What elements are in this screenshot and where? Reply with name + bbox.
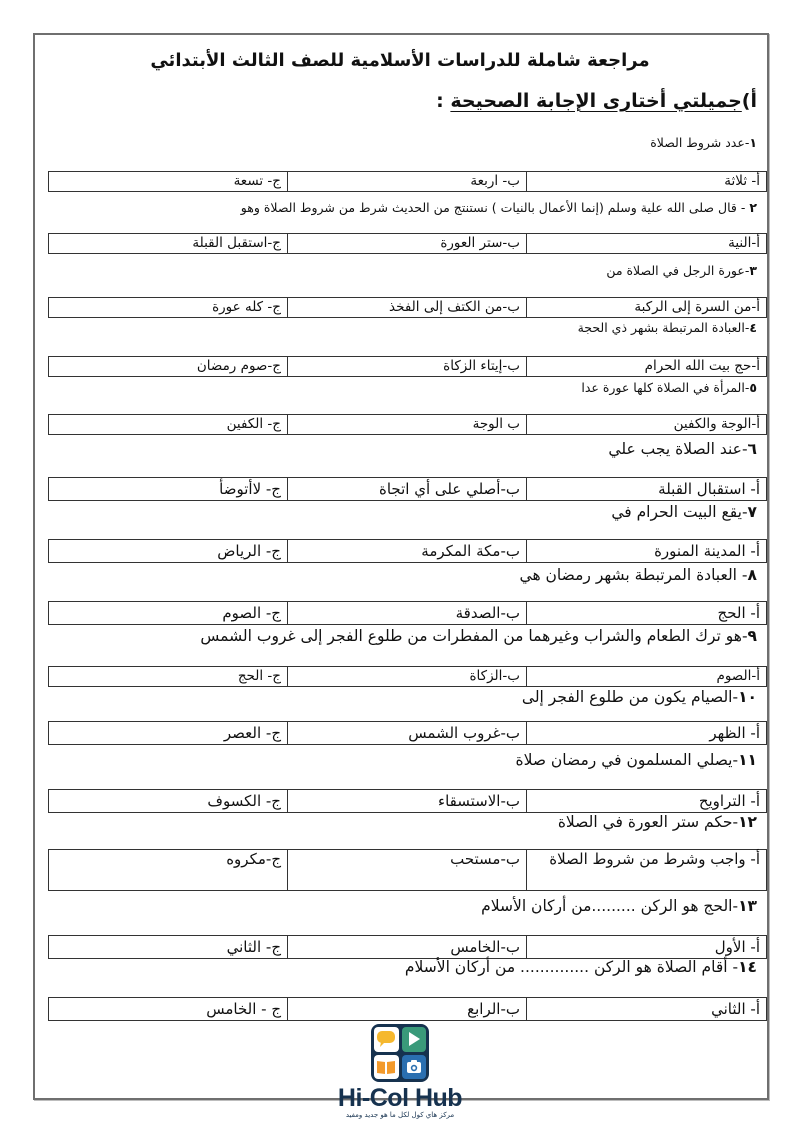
option-b-label: ب الوجة: [472, 416, 520, 432]
question-separator: -: [737, 566, 748, 584]
section-suffix: :: [436, 90, 451, 112]
question-text: المرأة في الصلاة كلها عورة عدا: [581, 380, 745, 395]
option-c[interactable]: [49, 936, 288, 959]
option-a[interactable]: [527, 357, 767, 377]
option-b-label: ب-الزكاة: [469, 668, 520, 684]
option-b-label: ب-أصلي على أي اتجاة: [379, 480, 520, 498]
option-b[interactable]: [288, 234, 527, 254]
option-c[interactable]: [49, 415, 288, 435]
option-c-label: ج- الحج: [237, 668, 281, 684]
option-b-label: ب-ستر العورة: [440, 235, 520, 251]
option-c[interactable]: [49, 172, 288, 192]
option-a[interactable]: [527, 298, 767, 318]
option-b[interactable]: [288, 998, 527, 1021]
option-c-label: ج- لاأتوضأ: [219, 480, 281, 498]
question-text: العبادة المرتبطة بشهر ذي الحجة: [577, 320, 745, 335]
book-icon: [374, 1055, 399, 1080]
options-row: [49, 540, 767, 563]
option-a[interactable]: [527, 234, 767, 254]
option-b[interactable]: [288, 298, 527, 318]
question-text: العبادة المرتبطة بشهر رمضان هي: [519, 566, 737, 584]
question-number: ٧: [747, 503, 757, 521]
question-separator: -: [741, 503, 748, 521]
options-table-4: [48, 356, 767, 377]
question-7: [611, 503, 757, 521]
option-b-label: ب-مكة المكرمة: [421, 542, 520, 560]
option-c[interactable]: [49, 298, 288, 318]
option-c[interactable]: [49, 602, 288, 625]
section-heading: [436, 90, 757, 112]
question-text: حكم ستر العورة في الصلاة: [557, 813, 733, 831]
option-b-label: ب-الخامس: [450, 938, 520, 956]
question-11: [515, 751, 757, 769]
question-text: قال صلى الله علية وسلم (إنما الأعمال بالنيات ) نستنتج من الحديث شرط من شروط الصلاة وهو: [240, 200, 737, 215]
options-table-3: [48, 297, 767, 318]
option-b-label: ب-الرابع: [467, 1000, 520, 1018]
option-c[interactable]: [49, 790, 288, 813]
options-table-10: [48, 721, 767, 745]
question-number: ١٢: [738, 813, 757, 831]
option-b[interactable]: [288, 722, 527, 745]
option-a-label: أ-حج بيت الله الحرام: [644, 358, 760, 374]
options-row: [49, 298, 767, 318]
options-row: [49, 998, 767, 1021]
chat-bubble-icon: [374, 1027, 399, 1052]
question-text: يقع البيت الحرام في: [611, 503, 742, 521]
section-prefix: أ): [741, 90, 757, 112]
option-c[interactable]: [49, 478, 288, 501]
option-b[interactable]: [288, 850, 527, 891]
options-table-9: [48, 666, 767, 687]
option-a[interactable]: [527, 667, 767, 687]
option-a[interactable]: [527, 478, 767, 501]
option-c-label: ج- الثاني: [226, 938, 281, 956]
options-table-1: [48, 171, 767, 192]
question-14: [405, 958, 757, 976]
question-number: ٣: [749, 263, 757, 278]
options-table-14: [48, 997, 767, 1021]
option-c-label: ج - الخامس: [206, 1000, 281, 1018]
question-9: [200, 627, 757, 645]
question-number: ٥: [749, 380, 757, 395]
question-separator: -: [732, 813, 739, 831]
question-3: [606, 263, 757, 278]
option-c-label: ج- الصوم: [222, 604, 281, 622]
question-2: [241, 200, 757, 215]
option-a-label: أ- ثلاثة: [724, 173, 760, 189]
question-separator: -: [744, 135, 750, 150]
question-number: ٨: [747, 566, 757, 584]
option-a-label: أ- استقبال القبلة: [658, 480, 760, 498]
option-c[interactable]: [49, 667, 288, 687]
option-b[interactable]: [288, 478, 527, 501]
question-separator: -: [741, 440, 748, 458]
option-b-label: ب-الصدقة: [455, 604, 520, 622]
option-c-label: ج-صوم رمضان: [196, 358, 281, 374]
options-row: [49, 234, 767, 254]
option-b[interactable]: [288, 357, 527, 377]
question-number: ٢: [749, 200, 757, 215]
option-a[interactable]: [527, 790, 767, 813]
option-a-label: أ- الثاني: [711, 1000, 760, 1018]
option-b-label: ب-إيتاء الزكاة: [443, 358, 520, 374]
options-row: [49, 357, 767, 377]
question-separator: -: [744, 380, 750, 395]
option-a[interactable]: [527, 415, 767, 435]
option-c[interactable]: [49, 540, 288, 563]
question-13: [481, 897, 757, 915]
option-a-label: أ- التراويح: [698, 792, 760, 810]
options-row: [49, 722, 767, 745]
question-separator: -: [744, 263, 750, 278]
option-a-label: أ-الوجة والكفين: [673, 416, 760, 432]
question-number: ١: [749, 135, 757, 150]
option-a[interactable]: [527, 540, 767, 563]
option-a[interactable]: [527, 936, 767, 959]
question-text: أقام الصلاة هو الركن .............. من أركان الأسلام: [404, 958, 728, 976]
question-separator: -: [744, 320, 750, 335]
option-c-label: ج- العصر: [223, 724, 281, 742]
option-c[interactable]: [49, 998, 288, 1021]
question-separator: -: [727, 958, 739, 976]
option-b[interactable]: [288, 936, 527, 959]
option-c[interactable]: [49, 357, 288, 377]
section-heading-text: جميلتي أختارى الإجابة الصحيحة: [450, 90, 742, 112]
option-a-label: أ-من السرة إلى الركبة: [634, 299, 760, 315]
option-c[interactable]: [49, 722, 288, 745]
question-number: ٩: [747, 627, 757, 645]
question-separator: -: [736, 200, 750, 215]
option-b-label: ب- اربعة: [470, 173, 520, 189]
option-a-label: أ-النية: [728, 235, 760, 251]
option-c-label: ج- الرياض: [217, 542, 281, 560]
options-row: [49, 478, 767, 501]
options-table-13: [48, 935, 767, 959]
question-separator: -: [741, 627, 748, 645]
option-a[interactable]: [527, 602, 767, 625]
question-6: [608, 440, 757, 458]
question-number: ١١: [738, 751, 757, 769]
option-c-label: ج-استقبل القبلة: [192, 235, 281, 251]
option-c-label: ج- كله عورة: [212, 299, 281, 315]
question-10: [522, 688, 757, 706]
option-a[interactable]: [527, 172, 767, 192]
question-4: [578, 320, 757, 335]
logo-tagline: مركز هاي كول لكل ما هو جديد ومفيد: [345, 1111, 455, 1119]
option-a[interactable]: [527, 850, 767, 891]
question-1: [650, 135, 757, 150]
options-table-11: [48, 789, 767, 813]
play-icon: [402, 1027, 427, 1052]
option-b-label: ب-مستحب: [450, 850, 520, 868]
option-b[interactable]: [288, 172, 527, 192]
option-c-label: ج- الكسوف: [207, 792, 281, 810]
question-text: الصيام يكون من طلوع الفجر إلى: [521, 688, 733, 706]
options-table-2: [48, 233, 767, 254]
options-row: [49, 936, 767, 959]
options-table-12: [48, 849, 767, 891]
option-a-label: أ- الحج: [717, 604, 760, 622]
option-a[interactable]: [527, 998, 767, 1021]
options-table-7: [48, 539, 767, 563]
option-c-label: ج-مكروه: [226, 850, 281, 868]
option-b[interactable]: [288, 790, 527, 813]
option-a-label: أ- المدينة المنورة: [654, 542, 760, 560]
hi-col-hub-logo: [334, 1024, 466, 1119]
question-text: هو ترك الطعام والشراب وغيرهما من المفطرات من طلوع الفجر إلى غروب الشمس: [200, 627, 742, 645]
question-text: يصلي المسلمون في رمضان صلاة: [515, 751, 733, 769]
logo-grid: [371, 1024, 429, 1082]
options-row: [49, 790, 767, 813]
option-b[interactable]: [288, 667, 527, 687]
option-b-label: ب-من الكتف إلى الفخذ: [389, 299, 520, 315]
question-5: [581, 380, 757, 395]
option-a-label: أ- الظهر: [709, 724, 760, 742]
logo-wordmark: Hi-Col Hub: [337, 1084, 463, 1112]
question-number: ٤: [749, 320, 757, 335]
options-table-5: [48, 414, 767, 435]
option-a-label: أ- الأول: [714, 938, 760, 956]
options-row: [49, 415, 767, 435]
question-12: [558, 813, 757, 831]
question-number: ١٤: [738, 958, 757, 976]
question-text: عدد شروط الصلاة: [650, 135, 745, 150]
question-separator: -: [732, 897, 739, 915]
question-number: ١٠: [738, 688, 757, 706]
option-b[interactable]: [288, 602, 527, 625]
question-separator: -: [732, 751, 739, 769]
options-table-8: [48, 601, 767, 625]
options-row: [49, 667, 767, 687]
options-row: [49, 850, 767, 891]
option-c[interactable]: [49, 234, 288, 254]
option-b[interactable]: [288, 540, 527, 563]
question-number: ٦: [747, 440, 757, 458]
option-a[interactable]: [527, 722, 767, 745]
document-title: مراجعة شاملة للدراسات الأسلامية للصف الثالث الأبتدائي: [150, 50, 650, 71]
question-8: [520, 566, 757, 584]
question-separator: -: [732, 688, 739, 706]
option-c-label: ج- الكفين: [226, 416, 281, 432]
option-a-label: أ- واجب وشرط من شروط الصلاة: [549, 850, 760, 868]
options-row: [49, 172, 767, 192]
options-row: [49, 602, 767, 625]
question-text: الحج هو الركن .........من أركان الأسلام: [481, 897, 733, 915]
option-b[interactable]: [288, 415, 527, 435]
option-c-label: ج- تسعة: [233, 173, 281, 189]
question-text: عند الصلاة يجب علي: [608, 440, 742, 458]
question-number: ١٣: [738, 897, 757, 915]
camera-icon: [402, 1055, 427, 1080]
question-text: عورة الرجل في الصلاة من: [606, 263, 745, 278]
option-c[interactable]: [49, 850, 288, 891]
option-b-label: ب-غروب الشمس: [408, 724, 520, 742]
options-table-6: [48, 477, 767, 501]
option-a-label: أ-الصوم: [716, 668, 760, 684]
option-b-label: ب-الاستسقاء: [438, 792, 520, 810]
